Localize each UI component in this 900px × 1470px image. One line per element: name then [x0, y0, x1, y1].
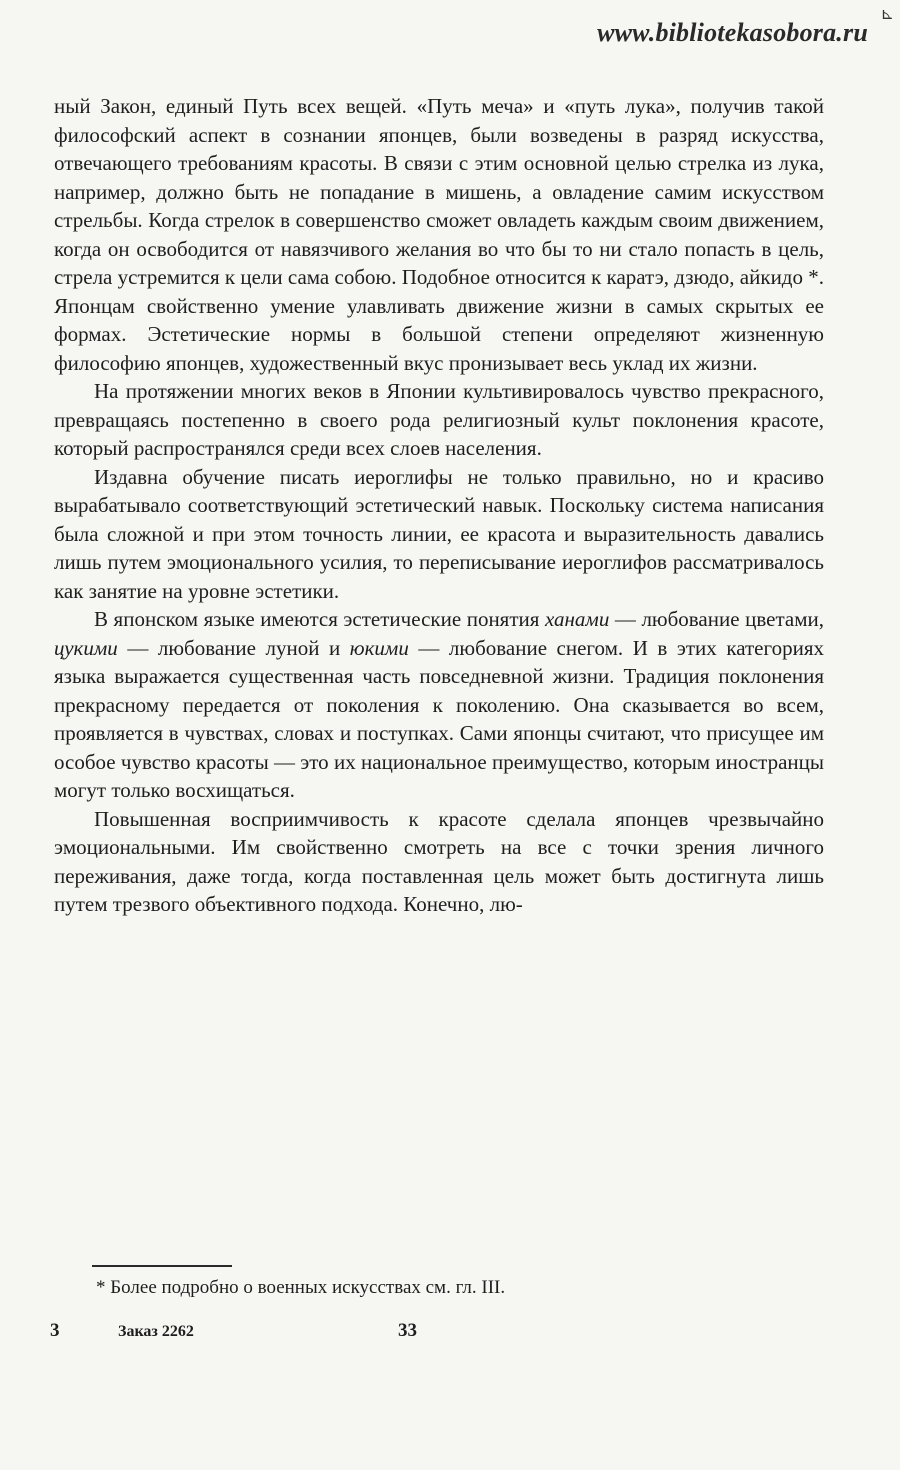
- text-run: — любование снегом. И в этих категориях языка выражается существенная часть повседневной жизни. Традиция поклонения прекрасному передается от поколения к поколению. Она сказывается во всем, проявляется в чувствах, словах и поступках. Сами японцы считают, что присущее им особое чувство красоты — это их национальное преимущество, которым иностранцы могут только восхищаться.: [54, 635, 824, 802]
- text-run: Издавна обучение писать иероглифы не только правильно, но и красиво вырабатывало соответствующий эстетический навык. Поскольку система написания была сложной и при этом точность линии, ее красота и выразительность давались лишь путем эмоционального усилия, то переписывание иероглифов рассматривалось как занятие на уровне эстетики.: [54, 464, 824, 603]
- main-text: [54, 92, 824, 919]
- italic-term: цукими: [54, 635, 118, 660]
- footnote-separator: [92, 1265, 232, 1267]
- text-run: — любование луной и: [117, 635, 350, 660]
- text-run: На протяжении многих веков в Японии культивировалось чувство прекрасного, превращаясь постепенно в своего рода религиозный культ поклонения красоте, который распространялся среди всех слоев населения.: [54, 379, 824, 460]
- page-number: 33: [398, 1320, 417, 1341]
- corner-mark: ⊾: [880, 4, 894, 23]
- print-order: Заказ 2262: [118, 1323, 194, 1340]
- site-watermark: www.bibliotekasobora.ru: [597, 18, 868, 47]
- paragraph: [54, 605, 824, 805]
- paragraph: [54, 377, 824, 463]
- footnote: * Более подробно о военных искусствах см. гл. III.: [96, 1277, 506, 1298]
- paragraph: [54, 92, 824, 377]
- paragraph: [54, 463, 824, 606]
- text-run: — любование цветами,: [609, 607, 824, 631]
- text-run: ный Закон, единый Путь всех вещей. «Путь меча» и «путь лука», получив такой философский аспект в сознании японцев, были возведены в разряд искусства, отвечающего требованиям красоты. В связи с этим основной целью стрелка из лука, например, должно быть не попадание в мишень, а овладение самим искусством стрельбы. Когда стрелок в совершенство сможет овладеть каждым своим движением, когда он освободится от навязчивого желания во что бы то ни стало попасть в цель, стрела устремится к цели сама собою. Подобное относится к каратэ, дзюдо, айкидо *. Японцам свойственно умение улавливать движение жизни в самых скрытых ее формах. Эстетические нормы в большой степени определяют жизненную философию японцев, художественный вкус пронизывает весь уклад их жизни.: [54, 94, 824, 375]
- paragraph: [54, 805, 824, 919]
- text-run: Повышенная восприимчивость к красоте сделала японцев чрезвычайно эмоциональными. Им свойственно смотреть на все с точки зрения личного переживания, даже тогда, когда поставленная цель может быть достигнута лишь путем трезвого объективного подхода. Конечно, лю-: [54, 806, 824, 916]
- italic-term: юкими: [349, 635, 409, 660]
- italic-term: ханами: [544, 607, 610, 631]
- text-run: В японском языке имеются эстетические понятия: [94, 607, 545, 631]
- signature-mark: 3: [50, 1320, 60, 1341]
